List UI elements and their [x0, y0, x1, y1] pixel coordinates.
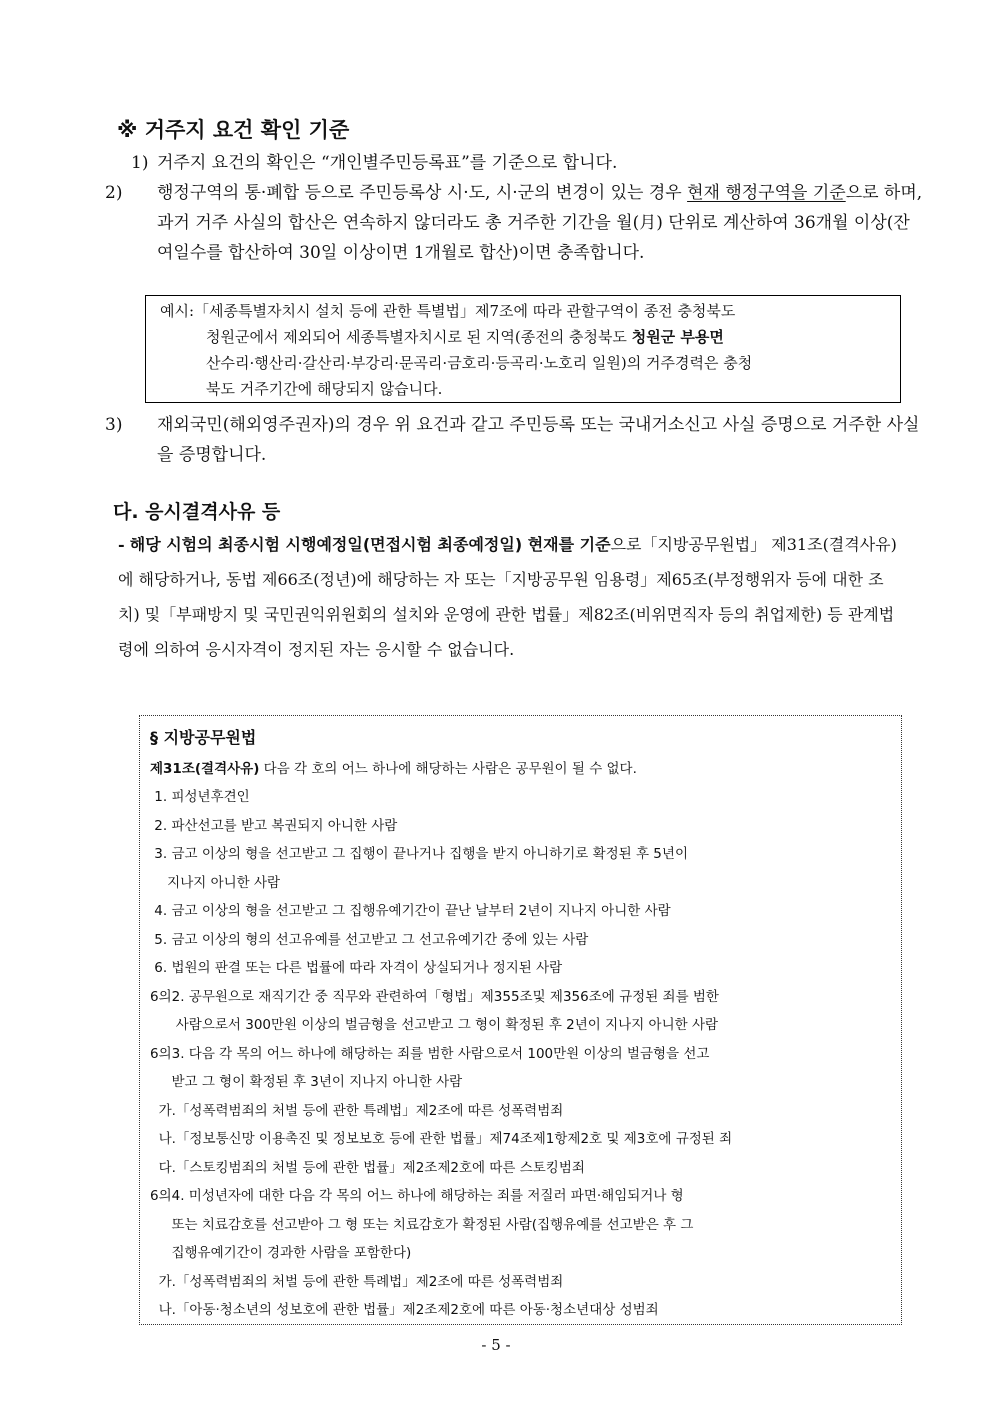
law-line: 1. 피성년후견인	[150, 789, 250, 805]
article-heading: 제31조(결격사유) 다음 각 호의 어느 하나에 해당하는 사람은 공무원이 될 수 없다.	[150, 761, 637, 777]
law-excerpt-box	[139, 715, 902, 1325]
list-item: 2) 행정구역의 통·폐합 등으로 주민등록상 시·도, 시·군의 변경이 있는 경우 현재 행정구역을 기준으로 하며, 과거 거주 사실의 합산은 연속하지 않더라도 총 거주한 기간을 월(月) 단위로 계산하여 36개월 이상(잔여일수를 합산하여 30일 이상이면 1개월로 합산)이면 충족합니다.	[105, 183, 923, 263]
law-title: § 지방공무원법	[150, 728, 257, 747]
page-number: - 5 -	[481, 1336, 511, 1354]
law-line: 다.「스토킹범죄의 처벌 등에 관한 법률」제2조제2호에 따른 스토킹범죄	[150, 1159, 585, 1176]
law-line: 2. 파산선고를 받고 복권되지 아니한 사람	[150, 817, 398, 834]
law-line: 5. 금고 이상의 형의 선고유예를 선고받고 그 선고유예기간 중에 있는 사람	[150, 931, 589, 948]
law-line: 받고 그 형이 확정된 후 3년이 지나지 아니한 사람	[150, 1074, 463, 1090]
law-line: 6. 법원의 판결 또는 다른 법률에 따라 자격이 상실되거나 정지된 사람	[150, 960, 563, 976]
subsection-title: 다. 응시결격사유 등	[113, 501, 281, 523]
example-box: 예시:「세종특별자치시 설치 등에 관한 특별법」제7조에 따라 관할구역이 종전 충청북도 청원군에서 제외되어 세종특별자치시로 된 지역(종전의 충청북도 청원군 부용면 산수리·행산리·갈산리·부강리·문곡리·금호리·등곡리·노호리 일원)의 거주경력은 충청 북도 거주기간에 해당되지 않습니다.	[145, 295, 901, 403]
law-line: 6의3. 다음 각 목의 어느 하나에 해당하는 죄를 범한 사람으로서 100만원 이상의 벌금형을 선고	[150, 1045, 710, 1062]
law-line: 3. 금고 이상의 형을 선고받고 그 집행이 끝나거나 집행을 받지 아니하기로 확정된 후 5년이	[150, 846, 688, 862]
list-item: 3) 재외국민(해외영주권자)의 경우 위 요건과 같고 주민등록 또는 국내거소신고 사실 증명으로 거주한 사실을 증명합니다.	[105, 415, 920, 465]
law-line: 또는 치료감호를 선고받아 그 형 또는 치료감호가 확정된 사람(집행유예를 선고받은 후 그	[150, 1216, 694, 1233]
law-line: 4. 금고 이상의 형을 선고받고 그 집행유예기간이 끝난 날부터 2년이 지나지 아니한 사람	[150, 903, 671, 919]
list-item: 1) 거주지 요건의 확인은 “개인별주민등록표”를 기준으로 합니다.	[131, 153, 618, 173]
law-line: 6의2. 공무원으로 재직기간 중 직무와 관련하여「형법」제355조및 제356조에 규정된 죄를 범한	[150, 988, 719, 1005]
law-line: 집행유예기간이 경과한 사람을 포함한다)	[150, 1245, 412, 1261]
law-line: 나.「아동·청소년의 성보호에 관한 법률」제2조제2호에 따른 아동·청소년대상 성범죄	[150, 1302, 659, 1318]
law-line: 6의4. 미성년자에 대한 다음 각 목의 어느 하나에 해당하는 죄를 저질러 파면·해임되거나 형	[150, 1188, 684, 1204]
section-title: ※ 거주지 요건 확인 기준	[117, 118, 350, 142]
law-line: 가.「성폭력범죄의 처벌 등에 관한 특례법」제2조에 따른 성폭력범죄	[150, 1102, 564, 1119]
law-line: 지나지 아니한 사람	[150, 874, 281, 891]
law-line: 나.「정보통신망 이용촉진 및 정보보호 등에 관한 법률」제74조제1항제2호 및 제3호에 규정된 죄	[150, 1131, 733, 1147]
underlined-text: 현재 행정구역을 기준	[687, 183, 846, 203]
bullet-paragraph: - 해당 시험의 최종시험 시행예정일(면접시험 최종예정일) 현재를 기준으로「지방공무원법」 제31조(결격사유)에 해당하거나, 동법 제66조(정년)에 해당하는 자 또는「지방공무원 임용령」제65조(부정행위자 등에 대한 조치) 및「부패방지 및 국민권익위원회의 설치와 운영에 관한 법률」제82조(비위면직자 등의 취업제한) 등 관계법령에 의하여 응시자격이 정지된 자는 응시할 수 없습니다.	[118, 535, 897, 659]
law-line: 사람으로서 300만원 이상의 벌금형을 선고받고 그 형이 확정된 후 2년이 지나지 아니한 사람	[150, 1017, 719, 1033]
law-line: 가.「성폭력범죄의 처벌 등에 관한 특례법」제2조에 따른 성폭력범죄	[150, 1273, 564, 1290]
